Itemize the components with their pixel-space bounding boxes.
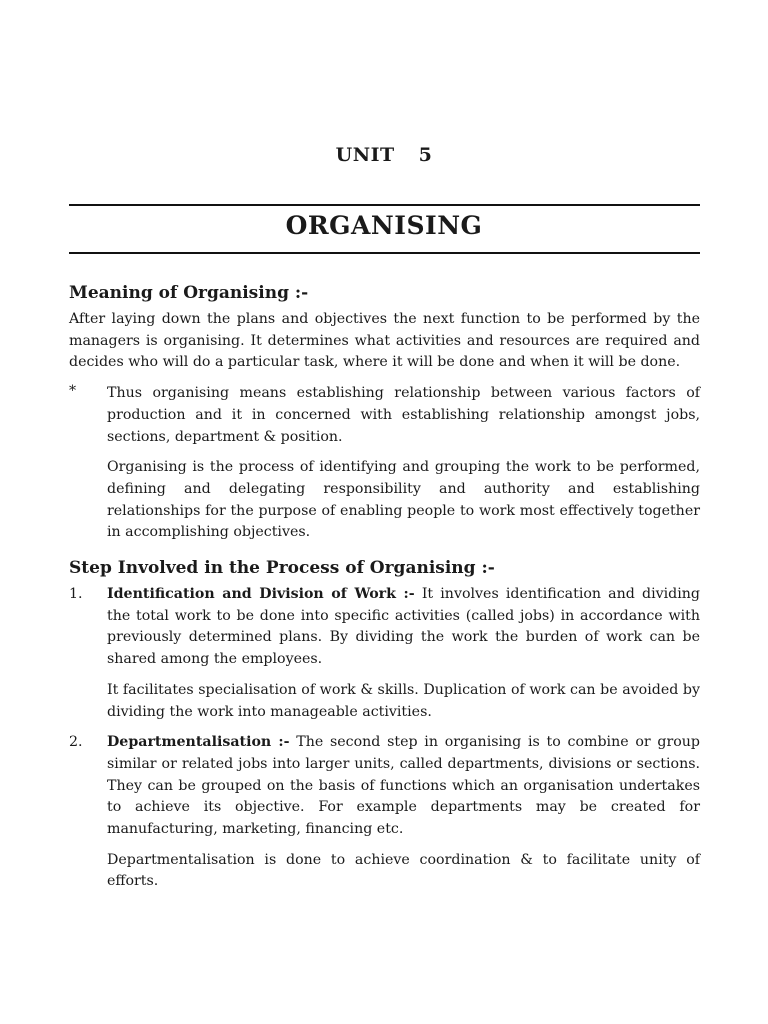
unit-number: 5: [418, 144, 433, 166]
meaning-paragraph: After laying down the plans and objectives the next function to be performed by the managers is organising. It determines what activities and resources are required and decides who will do a particular task, where it will be done and when it will be done.: [69, 311, 700, 371]
step-followup-2: Departmentalisation is done to achieve coordination & to facilitate unity of efforts.: [107, 851, 700, 890]
step-number: 2.: [69, 734, 83, 751]
title-rule-top: [69, 204, 700, 206]
definition-paragraph: Organising is the process of identifying and grouping the work to be performed, defining and delegating responsibility and authority and establishing relationships for the purpose of enabling people to work most effectively together in accomplishing objectives.: [107, 459, 700, 541]
step-number: 1.: [69, 586, 83, 603]
step-term: Departmentalisation :-: [107, 734, 290, 751]
bullet-item: [69, 383, 700, 448]
page-body: [69, 282, 700, 893]
step-description: The second step in organising is to combine or group similar or related jobs into larger units, called departments, divisions or sections. They can be grouped on the basis of functions which an organisation undertakes to achieve its objective. For example departments may be created for manufacturing, marketing, financing etc.: [107, 734, 700, 838]
step-text: [107, 732, 700, 841]
step-followup-1: It facilitates specialisation of work & skills. Duplication of work can be avoided by dividing the work into manageable activities.: [107, 681, 700, 720]
bullet-text: Thus organising means establishing relationship between various factors of production and it in concerned with establishing relationship amongst jobs, sections, department & position.: [107, 385, 700, 445]
title-rule-bottom: [69, 252, 700, 254]
unit-heading: [0, 144, 768, 166]
step-term: Identification and Division of Work :-: [107, 586, 415, 603]
section-heading-meaning: Meaning of Organising :-: [69, 283, 309, 303]
chapter-title: ORGANISING: [285, 211, 483, 240]
unit-label: UNIT: [335, 144, 395, 166]
step-description: It involves identification and dividing the total work to be done into specific activities (called jobs) in accordance with previously determined plans. By dividing the work the burden of work can be shared among the employees.: [107, 586, 700, 668]
step-text: [107, 584, 700, 671]
section-heading-steps: Step Involved in the Process of Organising :-: [69, 558, 495, 579]
step-item-1: [69, 584, 700, 671]
step-item-2: [69, 732, 700, 841]
bullet-marker: *: [69, 383, 77, 400]
